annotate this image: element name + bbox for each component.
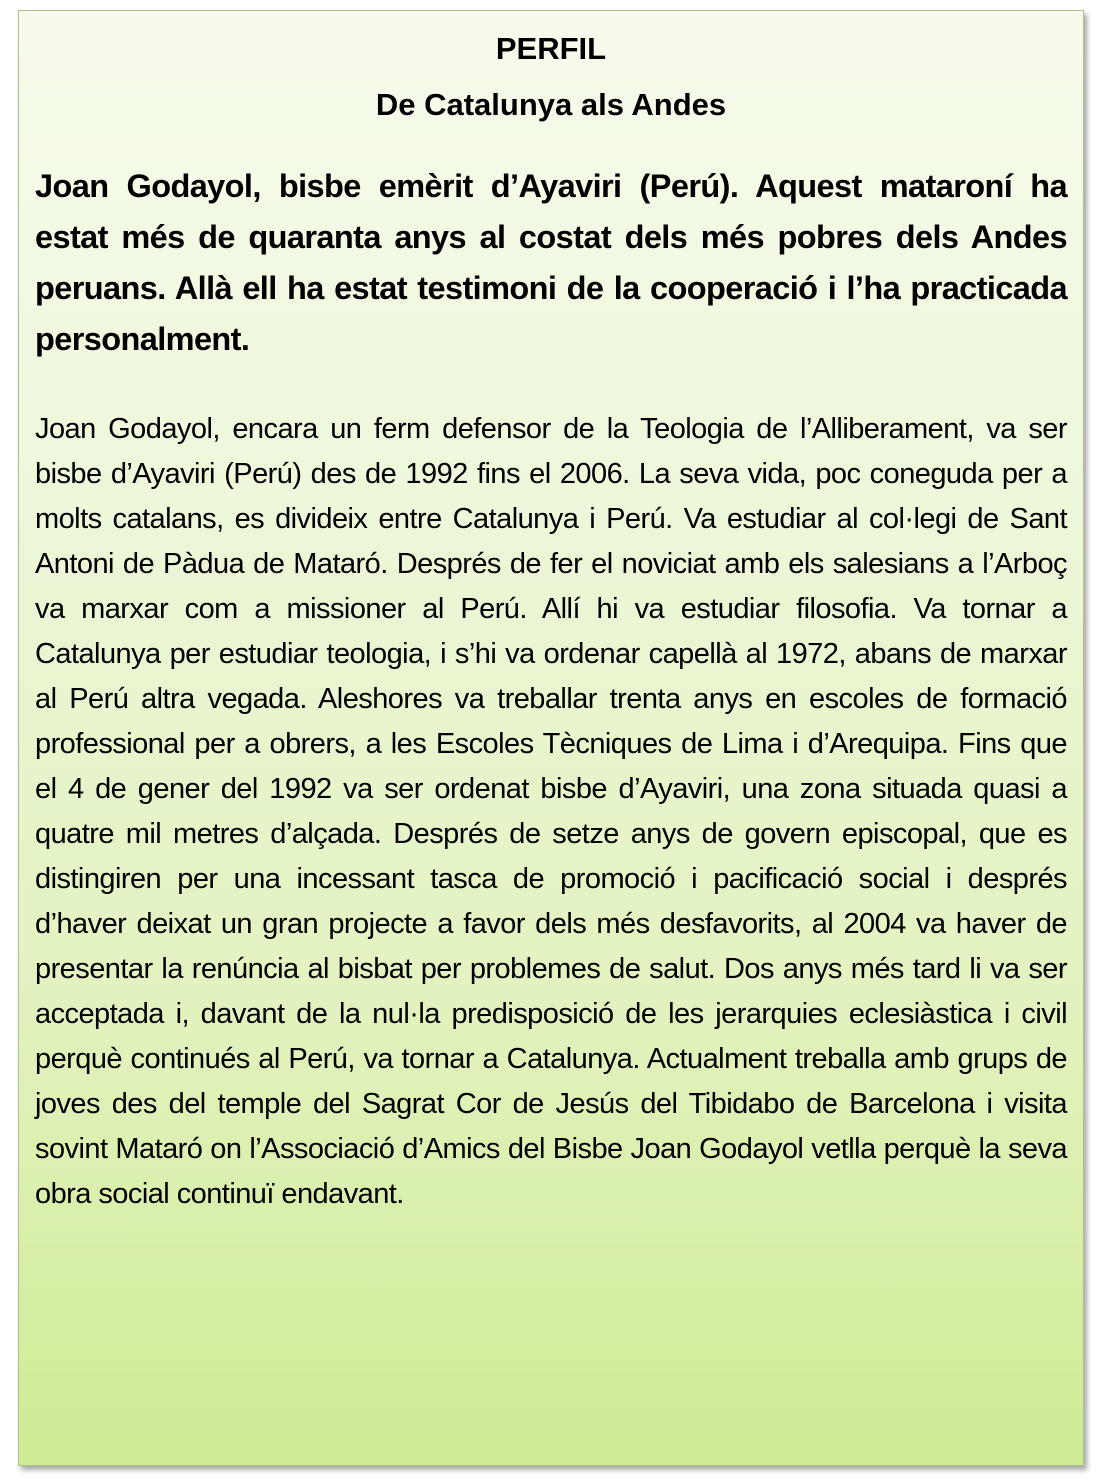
section-kicker: PERFIL (495, 31, 607, 66)
lede-paragraph: Joan Godayol, bisbe emèrit d’Ayaviri (Perú). Aquest mataroní ha estat més de quaranta anys al costat dels més pobres dels Andes peruans. Allà ell ha estat testimoni de la cooperació i l’ha practicada personalment. (35, 168, 1067, 357)
title-block (19, 21, 1083, 133)
profile-card (18, 10, 1084, 1466)
body-paragraph: Joan Godayol, encara un ferm defensor de la Teologia de l’Alliberament, va ser bisbe d’Ayaviri (Perú) des de 1992 fins el 2006. La seva vida, poc coneguda per a molts catalans, es divideix entre Catalunya i Perú. Va estudiar al col·legi de Sant Antoni de Pàdua de Mataró. Després de fer el noviciat amb els salesians a l’Arboç va marxar com a missioner al Perú. Allí hi va estudiar filosofia. Va tornar a Catalunya per estudiar teologia, i s’hi va ordenar capellà al 1972, abans de marxar al Perú altra vegada. Aleshores va treballar trenta anys en escoles de formació professional per a obrers, a les Escoles Tècniques de Lima i d’Arequipa. Fins que el 4 de gener del 1992 va ser ordenat bisbe d’Ayaviri, una zona situada quasi a quatre mil metres d’alçada. Després de setze anys de govern episcopal, que es distingiren per una incessant tasca de promoció i pacificació social i després d’haver deixat un gran projecte a favor dels més desfavorits, al 2004 va haver de presentar la renúncia al bisbat per problemes de salut. Dos anys més tard li va ser acceptada i, davant de la nul·la predisposició de les jerarquies eclesiàstica i civil perquè continués al Perú, va tornar a Catalunya. Actualment treballa amb grups de joves des del temple del Sagrat Cor de Jesús del Tibidabo de Barcelona i visita sovint Mataró on l’Associació d’Amics del Bisbe Joan Godayol vetlla perquè la seva obra social continuï endavant. (35, 413, 1067, 1210)
page-title: De Catalunya als Andes (375, 87, 727, 122)
